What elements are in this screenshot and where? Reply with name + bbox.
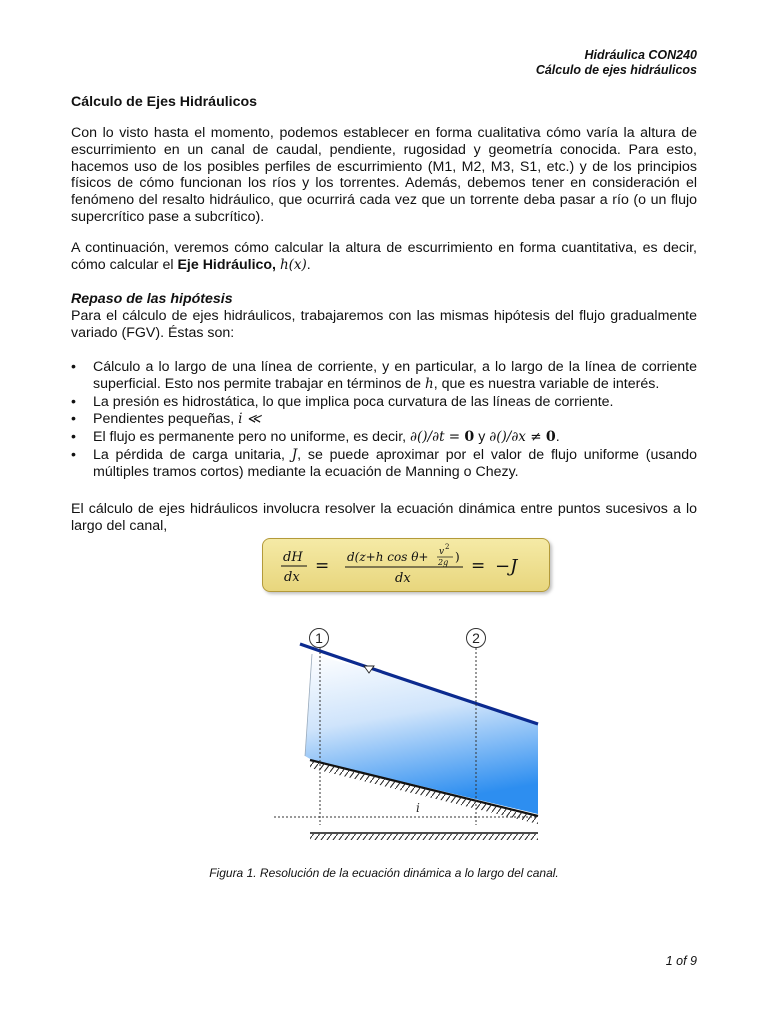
eje-hidraulico-bold: Eje Hidráulico, — [177, 256, 280, 273]
header-course: Hidráulica CON240 — [584, 48, 697, 62]
channel-figure — [270, 620, 545, 845]
hypothesis-intro: Para el cálculo de ejes hidráulicos, trabajaremos con las mismas hipótesis del flujo gradualmente variado (FGV). Éstas son: — [71, 308, 697, 341]
list-item: • El flujo es permanente pero no uniforme, es decir, ∂()/∂t = 0 y ∂()/∂x ≠ 0. — [71, 429, 560, 446]
section-marker-2-label: 2 — [472, 630, 480, 646]
bullet-text: , se puede aproximar por el valor de flujo uniforme (usando múltiples tramos cortos) mediante la ecuación de Manning o Chezy. — [93, 446, 697, 480]
bullet-text: La presión es hidrostática, lo que implica poca curvatura de las líneas de corriente. — [93, 393, 614, 410]
datum-hatch — [310, 834, 538, 840]
dt-math: ∂()/∂t = — [410, 429, 465, 446]
eq-mid-den: dx — [395, 571, 411, 586]
list-item: • Pendientes pequeñas, i ≪ — [71, 411, 261, 428]
bullet-text: , que es nuestra variable de interés. — [433, 375, 660, 392]
j-math: J — [291, 446, 298, 463]
bullet-text: . — [555, 429, 560, 446]
eq-close-paren: ) — [455, 550, 460, 564]
slope-math: i ≪ — [238, 411, 261, 428]
eq-exponent: 2 — [445, 543, 450, 551]
eq-2g: 2g — [438, 558, 449, 567]
dynamic-equation — [263, 539, 549, 591]
hypothesis-list — [71, 359, 697, 482]
section-title: Cálculo de Ejes Hidráulicos — [71, 94, 258, 110]
hx-math: h(x) — [279, 256, 307, 273]
list-item: • Cálculo a lo largo de una línea de corriente, y en particular, a lo largo de la línea de corriente superficial. Esto nos permite trabajar en términos de h, que es nuestra variable de interés. — [71, 359, 697, 392]
slope-label: i — [416, 801, 420, 815]
hypothesis-subtitle: Repaso de las hipótesis — [71, 291, 233, 307]
equals-sign: = — [471, 556, 486, 576]
equals-sign: = — [315, 556, 330, 576]
next-paragraph — [71, 240, 697, 274]
eq-lhs-den: dx — [284, 570, 300, 585]
zero-math: 0 — [545, 429, 556, 446]
bullet-text: Pendientes pequeñas, — [93, 411, 239, 428]
eq-v: v — [439, 547, 445, 557]
section-marker-1-label: 1 — [315, 630, 323, 646]
bullet-text: y — [474, 429, 490, 446]
bullet-text: La pérdida de carga unitaria, — [93, 446, 292, 463]
next-text: A continuación, veremos cómo calcular la altura de escurrimiento en forma cuantitativa, es decir, cómo calcular el — [71, 240, 697, 273]
dx-math: ∂()/∂x ≠ — [489, 429, 546, 446]
next-end: . — [306, 256, 311, 273]
equation-box — [262, 538, 550, 592]
closing-paragraph: El cálculo de ejes hidráulicos involucra resolver la ecuación dinámica entre puntos sucesivos a lo largo del canal, — [71, 501, 697, 534]
bullet-text: Cálculo a lo largo de una línea de corriente, y en particular, a lo largo de la línea de corriente superficial. Esto nos permite trabajar en términos de — [93, 359, 697, 392]
bullet-text: El flujo es permanente pero no uniforme, es decir, — [93, 429, 411, 446]
eq-mid-num: d(z+h cos θ+ — [347, 550, 429, 564]
zero-math: 0 — [464, 429, 475, 446]
eq-rhs: −J — [495, 556, 518, 577]
header-topic: Cálculo de ejes hidráulicos — [535, 63, 697, 77]
list-item: • La presión es hidrostática, lo que implica poca curvatura de las líneas de corriente. — [71, 393, 614, 410]
eq-lhs-num: dH — [283, 550, 303, 565]
list-item: • La pérdida de carga unitaria, J, se puede aproximar por el valor de flujo uniforme (usando múltiples tramos cortos) mediante la ecuación de Manning o Chezy. — [71, 446, 697, 480]
h-math: h — [425, 375, 434, 392]
page-number: 1 of 9 — [665, 954, 697, 968]
intro-paragraph: Con lo visto hasta el momento, podemos establecer en forma cualitativa cómo varía la altura de escurrimiento en un canal de caudal, pendiente, rugosidad y geometría conocida. Para esto, hacemos uso de los posibles perfiles de escurrimiento (M1, M2, M3, S1, etc.) y de los principios físicos de cómo funcionan los ríos y los torrentes. Además, debemos tener en consideración el fenómeno del resalto hidráulico, que ocurrirá cada vez que un torrente deba pasar a río (o un flujo supercrítico pase a subcrítico). — [71, 125, 697, 225]
figure-caption: Figura 1. Resolución de la ecuación dinámica a lo largo del canal. — [209, 866, 559, 880]
